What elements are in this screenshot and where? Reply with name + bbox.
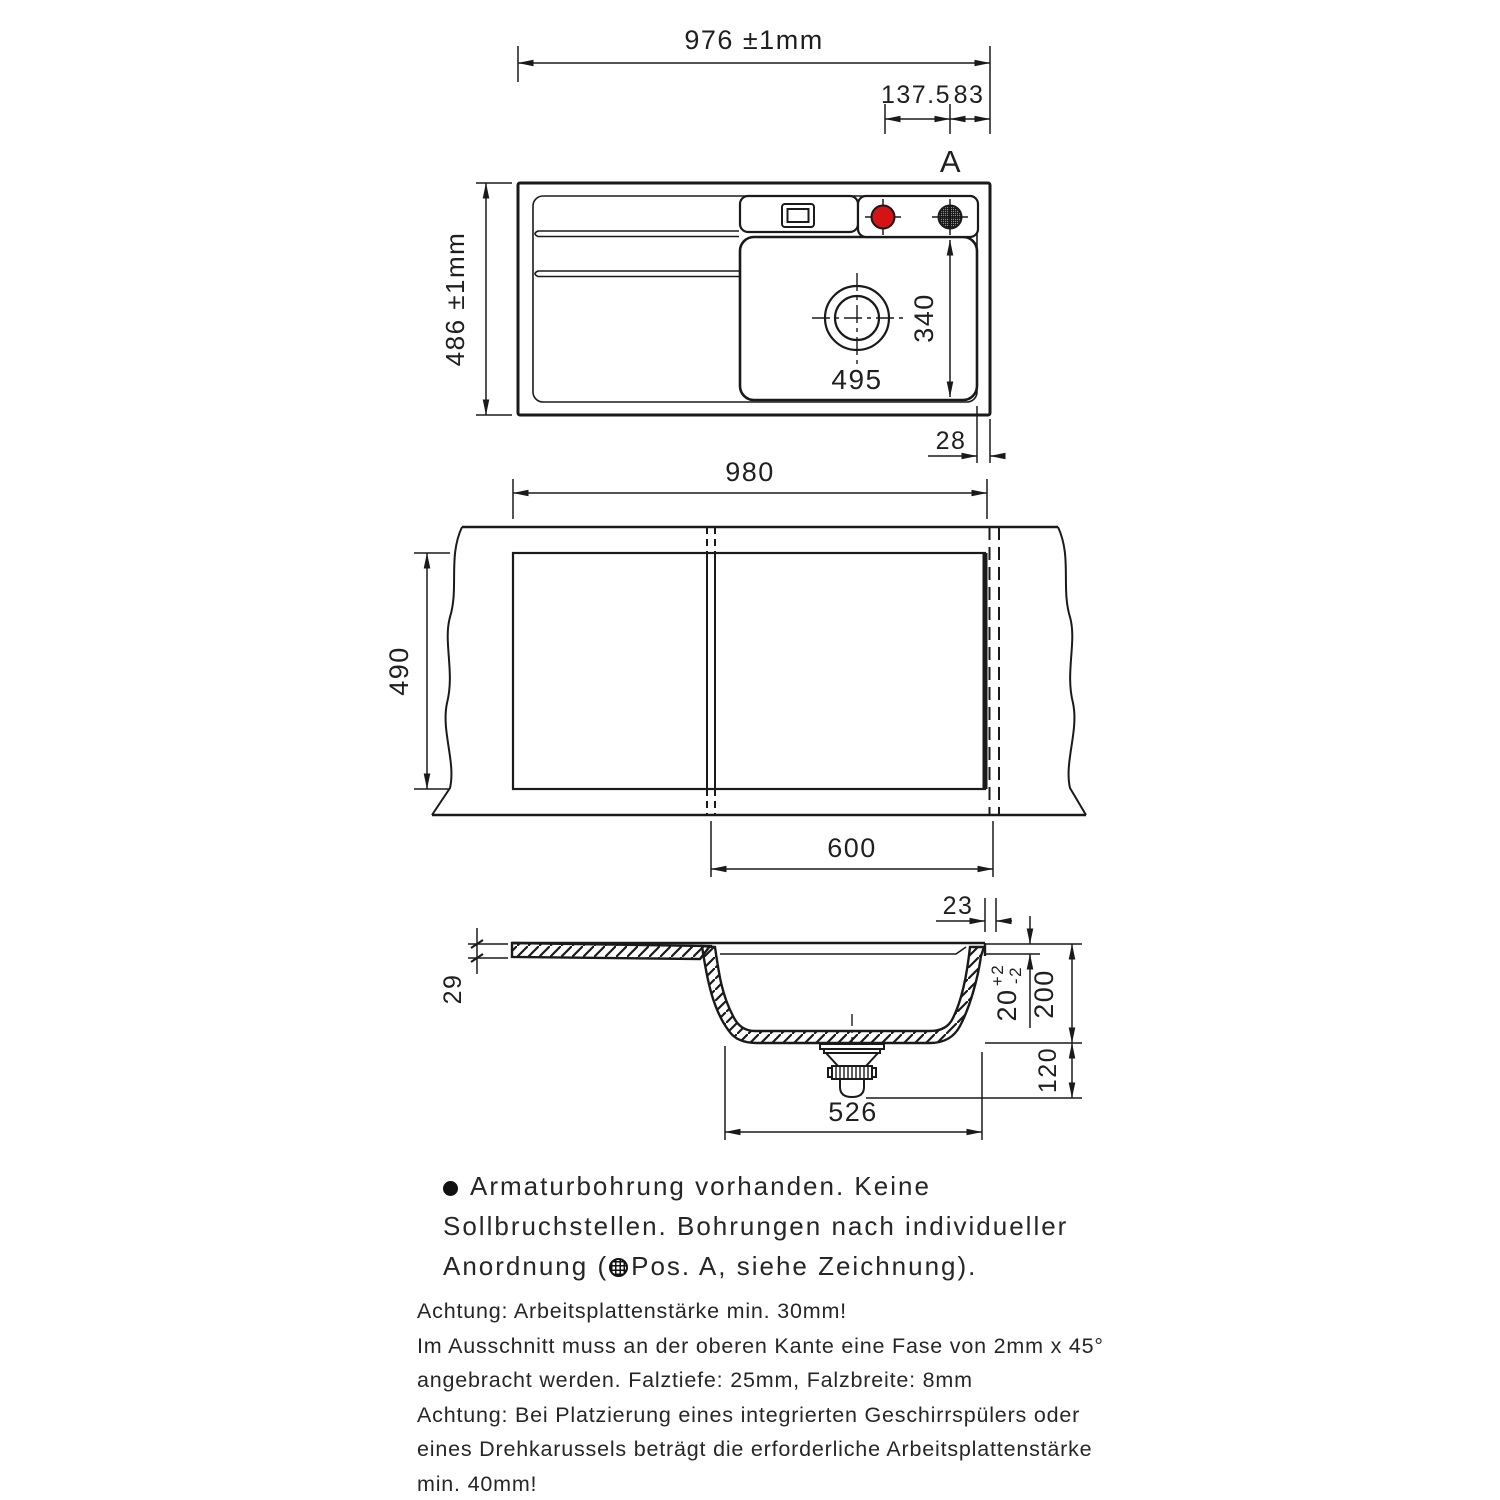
note-line-text: Anordnung ( (443, 1251, 609, 1281)
dim-bowl-width-label: 495 (831, 364, 883, 395)
cutout-rect (513, 553, 985, 789)
dim-cabinet-width-label: 600 (827, 833, 877, 863)
dim-cutout-width-label: 980 (725, 457, 775, 487)
bullet-note-paragraph (443, 1166, 1068, 1286)
dim-hole-spacing-label: 137.5 (880, 81, 952, 109)
dim-hole-edge-label: 83 (953, 81, 985, 109)
dim-rim-tol-plus: +2 (988, 963, 1007, 987)
warning-line: eines Drehkarussels beträgt die erforderliche Arbeitsplattenstärke (417, 1437, 1093, 1461)
cutout-view (384, 457, 1086, 932)
dim-top-depth (476, 183, 512, 415)
section-far-wall-line (720, 947, 966, 954)
dim-bowl-outer-width-label: 526 (828, 1097, 878, 1127)
warning-note-paragraph (417, 1294, 1104, 1500)
dim-bowl-depth-label: 340 (909, 293, 939, 343)
note-line-text: Pos. A, siehe Zeichnung). (631, 1251, 978, 1281)
note-line-text: Armaturbohrung vorhanden. Keine (470, 1171, 931, 1201)
dim-rim-height-label: 20 (992, 988, 1022, 1022)
note-line (443, 1246, 1068, 1286)
drainboard-groove (535, 271, 741, 277)
dim-top-width-label: 976 ±1mm (684, 25, 824, 55)
dim-cutout-depth (414, 553, 450, 789)
warning-line: min. 40mm! (417, 1471, 538, 1496)
dim-bowl-depth-section-label: 200 (1029, 969, 1059, 1019)
note-line: Sollbruchstellen. Bohrungen nach individueller (443, 1211, 1069, 1241)
cabinet-wall-middle (707, 527, 715, 815)
dim-board-thickness-label: 29 (439, 973, 467, 1005)
note-line (443, 1166, 1068, 1206)
faucet-hole-red-icon (872, 206, 895, 229)
dim-edge-offset-label: 28 (935, 427, 967, 455)
warning-line: Achtung: Arbeitsplattenstärke min. 30mm! (417, 1299, 847, 1323)
position-a-hatched-icon (939, 206, 962, 229)
bullet-dot-icon (443, 1181, 458, 1196)
section-view (439, 916, 1082, 1140)
dim-rim-tol-minus: -2 (1006, 965, 1025, 985)
pos-a-hatched-icon (609, 1258, 628, 1277)
drain-strainer (820, 1014, 884, 1097)
section-bowl-wall (702, 946, 984, 1043)
warning-line: Im Ausschnitt muss an der oberen Kante eine Fase von 2mm x 45° (417, 1333, 1104, 1358)
section-drainboard-slab (512, 943, 710, 959)
warning-line: angebracht werden. Falztiefe: 25mm, Falzbreite: 8mm (417, 1368, 973, 1392)
dim-cutout-depth-label: 490 (384, 646, 414, 696)
dim-drain-clearance-label: 120 (1034, 1046, 1062, 1094)
drainboard-groove (535, 231, 739, 237)
dim-top-depth-label: 486 ±1mm (440, 231, 470, 367)
warning-line: Achtung: Bei Platzierung eines integrierten Geschirrspülers oder (417, 1402, 1081, 1427)
position-a-label: A (939, 144, 963, 179)
break-line-right (1058, 527, 1086, 815)
dim-board-thickness (468, 928, 508, 974)
dim-edge-gap-label: 23 (942, 892, 974, 920)
cabinet-wall-right (990, 527, 1000, 815)
break-line-left (432, 527, 462, 815)
top-view (440, 25, 1005, 463)
